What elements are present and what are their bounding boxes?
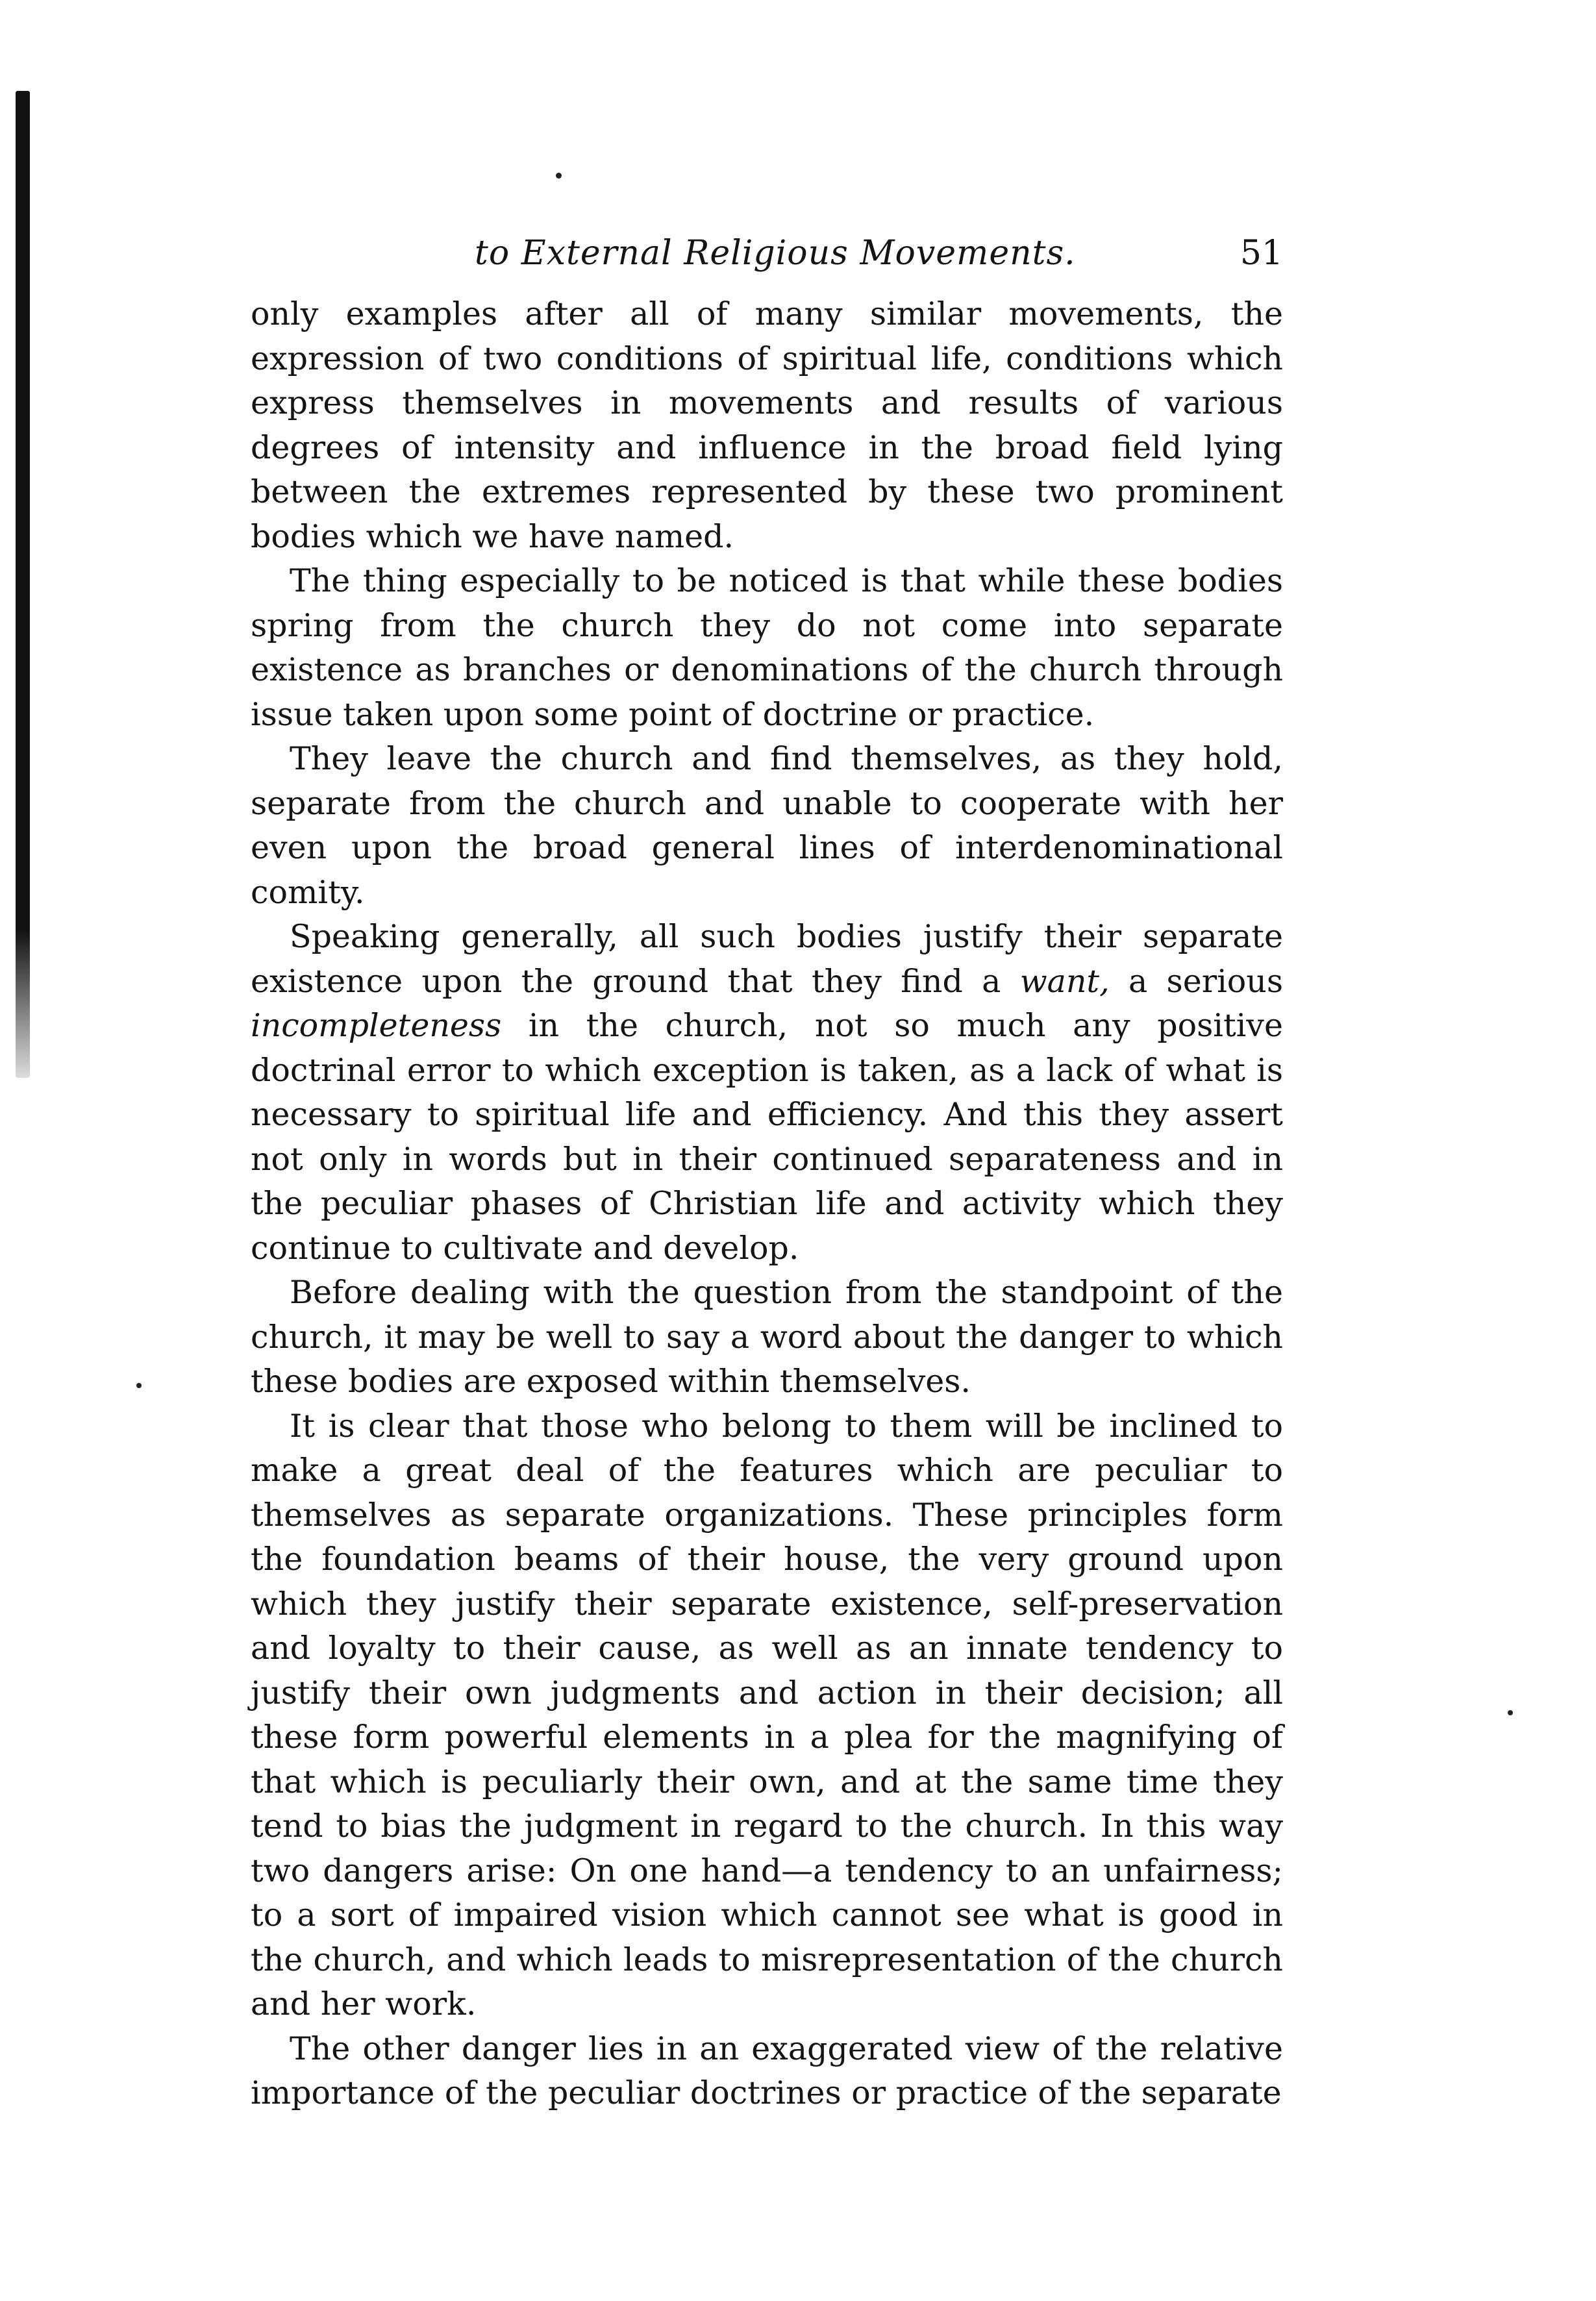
scan-edge-shadow xyxy=(16,91,30,1078)
paragraph-text: in the church, not so much any positive doctrinal error to which exception is taken, as a lack of what is necessary to spiritual life and efficiency. And this they assert not only in words but in their continued separateness and in the peculiar phases of Christian life and activity which they continue to cultivate and develop. xyxy=(251,1007,1283,1267)
paragraph: It is clear that those who belong to them will be inclined to make a great deal of the features which are peculiar to themselves as separate organizations. These principles form the foundation beams of their house, the very ground upon which they justify their separate existence, self-preservation and loyalty to their cause, as well as an innate tendency to justify their own judgments and action in their decision; all these form powerful elements in a plea for the magnifying of that which is peculiarly their own, and at the same time they tend to bias the judgment in regard to the church. In this way two dangers arise: On one hand—a tendency to an unfairness; to a sort of impaired vision which cannot see what is good in the church, and which leads to misrepresentation of the church and her work. xyxy=(251,1407,1283,2022)
emphasis-want: want, xyxy=(1019,962,1110,1000)
running-head-title: to External Religious Movements. xyxy=(475,234,1076,273)
paragraph: only examples after all of many similar movements, the expression of two conditions of spiritual life, conditions which express themselves in movements and results of various degrees of intensity and influence in the broad field lying between the extremes represented by these two prominent bodies which we have named. xyxy=(251,295,1283,555)
ink-speck xyxy=(136,1383,142,1388)
paragraph: The other danger lies in an exaggerated view of the relative importance of the peculiar doctrines or practice of the separate xyxy=(251,2030,1283,2111)
running-head xyxy=(251,234,1283,292)
paragraph-text: a serious xyxy=(1109,962,1284,1000)
emphasis-incompleteness: incompleteness xyxy=(251,1007,502,1044)
paragraph: Before dealing with the question from the standpoint of the church, it may be well to say a word about the danger to which these bodies are exposed within themselves. xyxy=(251,1274,1283,1400)
paragraph-text: Speaking generally, all such bodies justify their separate existence upon the ground that they find a xyxy=(251,918,1283,1000)
book-page xyxy=(251,234,1283,2116)
paragraph: The thing especially to be noticed is that while these bodies spring from the church they do not come into separate existence as branches or denominations of the church through issue taken upon some point of doctrine or practice. xyxy=(251,562,1283,733)
page-number: 51 xyxy=(1240,234,1283,273)
paragraph: They leave the church and find themselves, as they hold, separate from the church and unable to cooperate with her even upon the broad general lines of interdenominational comity. xyxy=(251,740,1283,911)
ink-speck xyxy=(556,173,562,179)
paragraph xyxy=(251,915,1283,1271)
ink-speck xyxy=(1508,1710,1513,1715)
body-text xyxy=(251,292,1283,2116)
